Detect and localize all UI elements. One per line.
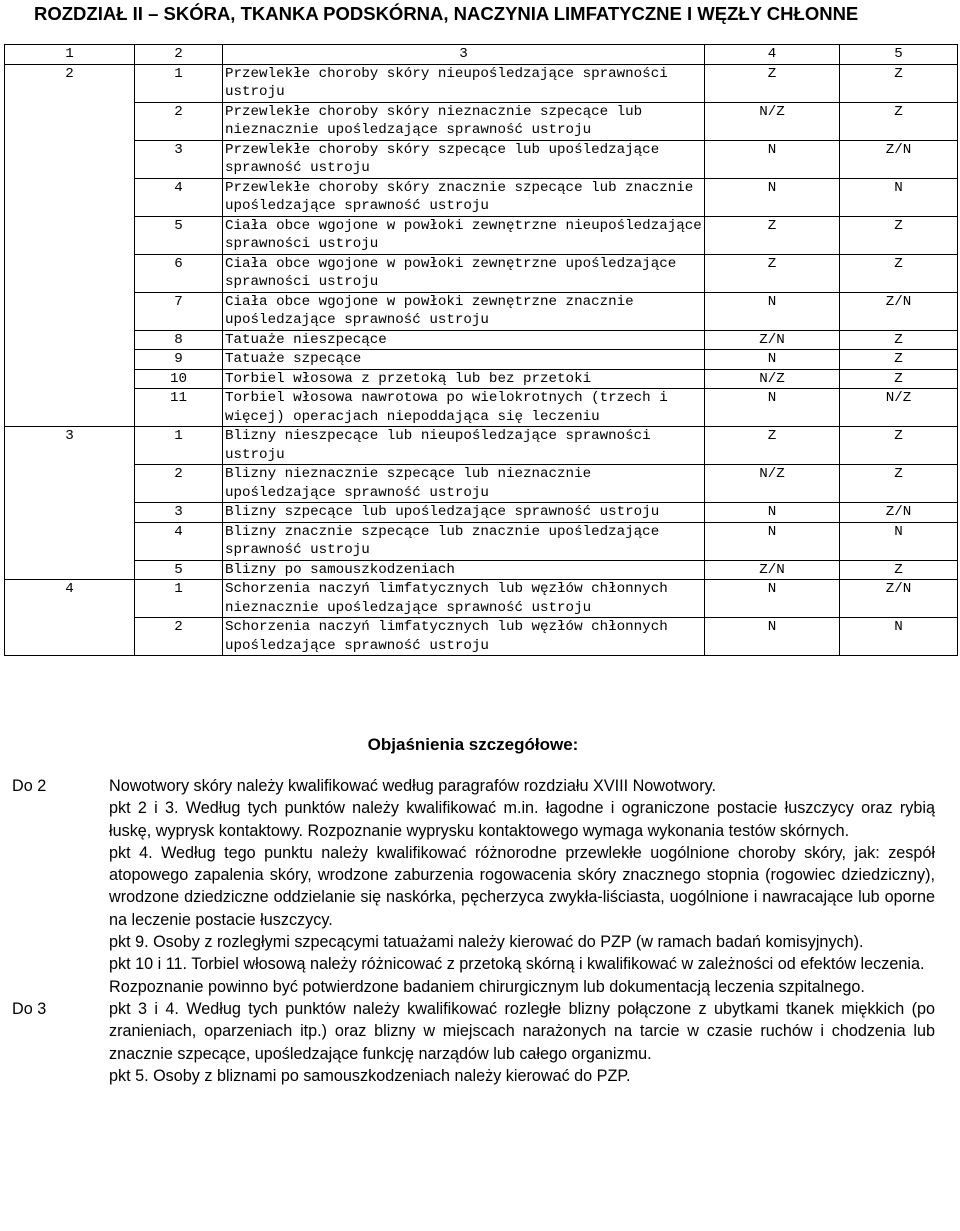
category-cell: Z bbox=[840, 330, 958, 350]
description-cell bbox=[223, 369, 705, 389]
item-number-cell: 3 bbox=[135, 503, 223, 523]
description-cell bbox=[223, 580, 705, 618]
description-text: Ciała obce wgojone w powłoki zewnętrzne znacznie upośledzające sprawność ustroju bbox=[225, 293, 634, 328]
table-row bbox=[5, 330, 958, 350]
table-row bbox=[5, 618, 958, 656]
category-cell: Z bbox=[705, 216, 840, 254]
column-header: 5 bbox=[840, 45, 958, 65]
explanation-paragraph: pkt 3 i 4. Według tych punktów należy kwalifikować rozległe blizny połączone z ubytkami tkanek miękkich (po zranieniach, oparzeniach itp.) oraz blizny w miejscach narażonych na tarcie w czasie ruchów i chodzenia lub znacznie szpecące, upośledzające funkcję narządów lub całego organizmu. bbox=[109, 999, 935, 1063]
group-number-cell: 4 bbox=[5, 580, 135, 656]
item-number-cell: 4 bbox=[135, 178, 223, 216]
description-text: Blizny szpecące lub upośledzające sprawność ustroju bbox=[225, 504, 660, 520]
explanations-section bbox=[0, 775, 960, 1087]
item-number-cell: 9 bbox=[135, 350, 223, 370]
explanation-paragraph: pkt 5. Osoby z bliznami po samouszkodzeniach należy kierować do PZP. bbox=[109, 1066, 631, 1085]
description-cell bbox=[223, 522, 705, 560]
description-cell bbox=[223, 427, 705, 465]
explanation-label: Do 2 bbox=[12, 777, 47, 795]
category-cell: Z bbox=[840, 216, 958, 254]
explanation-paragraph: Nowotwory skóry należy kwalifikować według paragrafów rozdziału XVIII Nowotwory. bbox=[109, 777, 716, 795]
explanation-group bbox=[0, 998, 960, 1087]
explanation-paragraph: pkt 10 i 11. Torbiel włosową należy różnicować z przetoką skórną i kwalifikować w zależności od efektów leczenia. bbox=[109, 955, 925, 974]
table-row bbox=[5, 216, 958, 254]
description-text: Tatuaże szpecące bbox=[225, 351, 362, 367]
category-cell: N bbox=[705, 178, 840, 216]
table-row bbox=[5, 292, 958, 330]
category-cell: Z/N bbox=[705, 330, 840, 350]
description-cell bbox=[223, 216, 705, 254]
description-text: Przewlekłe choroby skóry znacznie szpecące lub znacznie upośledzające sprawność ustroju bbox=[225, 179, 694, 214]
item-number-cell: 11 bbox=[135, 389, 223, 427]
group-number-cell: 2 bbox=[5, 64, 135, 427]
group-number-cell: 3 bbox=[5, 427, 135, 580]
category-cell: N bbox=[840, 618, 958, 656]
description-text: Przewlekłe choroby skóry szpecące lub upośledzające sprawność ustroju bbox=[225, 141, 660, 176]
explanation-group bbox=[0, 775, 960, 998]
item-number-cell: 3 bbox=[135, 140, 223, 178]
column-header: 3 bbox=[223, 45, 705, 65]
description-text: Ciała obce wgojone w powłoki zewnętrzne upośledzające sprawności ustroju bbox=[225, 255, 677, 290]
description-cell bbox=[223, 350, 705, 370]
description-text: Przewlekłe choroby skóry nieupośledzające sprawności ustroju bbox=[225, 65, 668, 100]
category-cell: Z bbox=[705, 254, 840, 292]
table-row bbox=[5, 465, 958, 503]
category-cell: Z bbox=[840, 427, 958, 465]
category-cell: Z bbox=[705, 427, 840, 465]
table-row bbox=[5, 64, 958, 102]
category-cell: N/Z bbox=[705, 465, 840, 503]
description-text: Schorzenia naczyń limfatycznych lub węzłów chłonnych nieznacznie upośledzające sprawność ustroju bbox=[225, 581, 668, 616]
item-number-cell: 5 bbox=[135, 216, 223, 254]
category-cell: Z bbox=[840, 369, 958, 389]
table-row bbox=[5, 102, 958, 140]
description-text: Torbiel włosowa z przetoką lub bez przetoki bbox=[225, 370, 592, 387]
item-number-cell: 10 bbox=[135, 369, 223, 389]
description-text: Blizny znacznie szpecące lub znacznie upośledzające sprawność ustroju bbox=[225, 523, 660, 558]
explanation-paragraph: pkt 9. Osoby z rozległymi szpecącymi tatuażami należy kierować do PZP (w ramach badań komisyjnych). bbox=[109, 933, 864, 952]
item-number-cell: 7 bbox=[135, 292, 223, 330]
table-row bbox=[5, 369, 958, 389]
category-cell: N/Z bbox=[705, 102, 840, 140]
table-row bbox=[5, 389, 958, 427]
category-cell: N/Z bbox=[705, 369, 840, 389]
category-cell: Z/N bbox=[840, 580, 958, 618]
description-text: Blizny nieznacznie szpecące lub nieznacznie upośledzające sprawność ustroju bbox=[225, 466, 592, 501]
category-cell: N bbox=[705, 618, 840, 656]
explanation-paragraph: pkt 2 i 3. Według tych punktów należy kwalifikować m.in. łagodne i ograniczone postacie łuszczycy oraz rybią łuskę, wyprysk kontaktowy. Rozpoznanie wyprysku kontaktowego wymaga wykonania testów skórnych. bbox=[109, 799, 935, 840]
table-row bbox=[5, 178, 958, 216]
category-cell: N bbox=[705, 292, 840, 330]
item-number-cell: 2 bbox=[135, 102, 223, 140]
item-number-cell: 1 bbox=[135, 427, 223, 465]
category-cell: Z bbox=[840, 254, 958, 292]
item-number-cell: 4 bbox=[135, 522, 223, 560]
description-text: Schorzenia naczyń limfatycznych lub węzłów chłonnych upośledzające sprawność ustroju bbox=[225, 619, 668, 654]
table-row bbox=[5, 427, 958, 465]
explanations-heading: Objaśnienia szczegółowe: bbox=[367, 735, 579, 754]
description-cell bbox=[223, 292, 705, 330]
column-header: 4 bbox=[705, 45, 840, 65]
category-cell: Z bbox=[840, 350, 958, 370]
description-text: Przewlekłe choroby skóry nieznacznie szpecące lub nieznacznie upośledzające sprawność ustroju bbox=[225, 103, 643, 138]
category-cell: Z bbox=[705, 64, 840, 102]
table-row bbox=[5, 350, 958, 370]
description-text: Ciała obce wgojone w powłoki zewnętrzne nieupośledzające sprawności ustroju bbox=[225, 217, 702, 252]
table-row bbox=[5, 254, 958, 292]
description-cell bbox=[223, 389, 705, 427]
table-row bbox=[5, 580, 958, 618]
category-cell: N bbox=[705, 503, 840, 523]
description-cell bbox=[223, 560, 705, 580]
category-cell: Z bbox=[840, 64, 958, 102]
category-cell: Z bbox=[840, 102, 958, 140]
description-cell bbox=[223, 465, 705, 503]
explanation-paragraph: Rozpoznanie powinno być potwierdzone badaniem chirurgicznym lub dokumentacją leczenia szpitalnego. bbox=[109, 977, 865, 996]
description-text: Blizny nieszpecące lub nieupośledzające sprawności ustroju bbox=[225, 428, 651, 463]
description-cell bbox=[223, 330, 705, 350]
category-cell: N bbox=[705, 580, 840, 618]
category-cell: Z/N bbox=[705, 560, 840, 580]
column-header: 1 bbox=[5, 45, 135, 65]
category-cell: N bbox=[705, 350, 840, 370]
item-number-cell: 1 bbox=[135, 580, 223, 618]
category-cell: N bbox=[840, 178, 958, 216]
category-cell: N bbox=[705, 389, 840, 427]
table-row bbox=[5, 503, 958, 523]
page-title: ROZDZIAŁ II – SKÓRA, TKANKA PODSKÓRNA, NACZYNIA LIMFATYCZNE I WĘZŁY CHŁONNE bbox=[34, 3, 859, 24]
description-cell bbox=[223, 618, 705, 656]
category-cell: Z/N bbox=[840, 292, 958, 330]
description-text: Tatuaże nieszpecące bbox=[225, 331, 387, 348]
description-cell bbox=[223, 254, 705, 292]
item-number-cell: 1 bbox=[135, 64, 223, 102]
item-number-cell: 2 bbox=[135, 465, 223, 503]
explanation-label: Do 3 bbox=[12, 999, 47, 1018]
description-text: Torbiel włosowa nawrotowa po wielokrotnych (trzech i więcej) operacjach niepoddająca się leczeniu bbox=[225, 390, 668, 425]
description-cell bbox=[223, 178, 705, 216]
classification-table bbox=[4, 44, 958, 656]
description-cell bbox=[223, 140, 705, 178]
description-text: Blizny po samouszkodzeniach bbox=[225, 561, 455, 578]
item-number-cell: 2 bbox=[135, 618, 223, 656]
description-cell bbox=[223, 64, 705, 102]
category-cell: Z bbox=[840, 560, 958, 580]
item-number-cell: 6 bbox=[135, 254, 223, 292]
table-row bbox=[5, 560, 958, 580]
category-cell: Z/N bbox=[840, 503, 958, 523]
item-number-cell: 8 bbox=[135, 330, 223, 350]
table-header-row bbox=[5, 45, 958, 65]
category-cell: N/Z bbox=[840, 389, 958, 427]
table-row bbox=[5, 140, 958, 178]
item-number-cell: 5 bbox=[135, 560, 223, 580]
category-cell: Z bbox=[840, 465, 958, 503]
category-cell: N bbox=[705, 522, 840, 560]
table-row bbox=[5, 522, 958, 560]
category-cell: N bbox=[840, 522, 958, 560]
description-cell bbox=[223, 503, 705, 523]
category-cell: N bbox=[705, 140, 840, 178]
category-cell: Z/N bbox=[840, 140, 958, 178]
description-cell bbox=[223, 102, 705, 140]
explanation-paragraph: pkt 4. Według tego punktu należy kwalifikować różnorodne przewlekłe uogólnione choroby skóry, jak: zespół atopowego zapalenia skóry, wrodzone zaburzenia rogowacenia skóry znacznego stopnia (rogowiec dziedziczny), wrodzone dziedziczne oddzielanie się naskórka, pęcherzyca zwykła-liściasta, uogólnione i nawracające lub oporne na leczenie postacie łuszczycy. bbox=[109, 843, 935, 929]
column-header: 2 bbox=[135, 45, 223, 65]
